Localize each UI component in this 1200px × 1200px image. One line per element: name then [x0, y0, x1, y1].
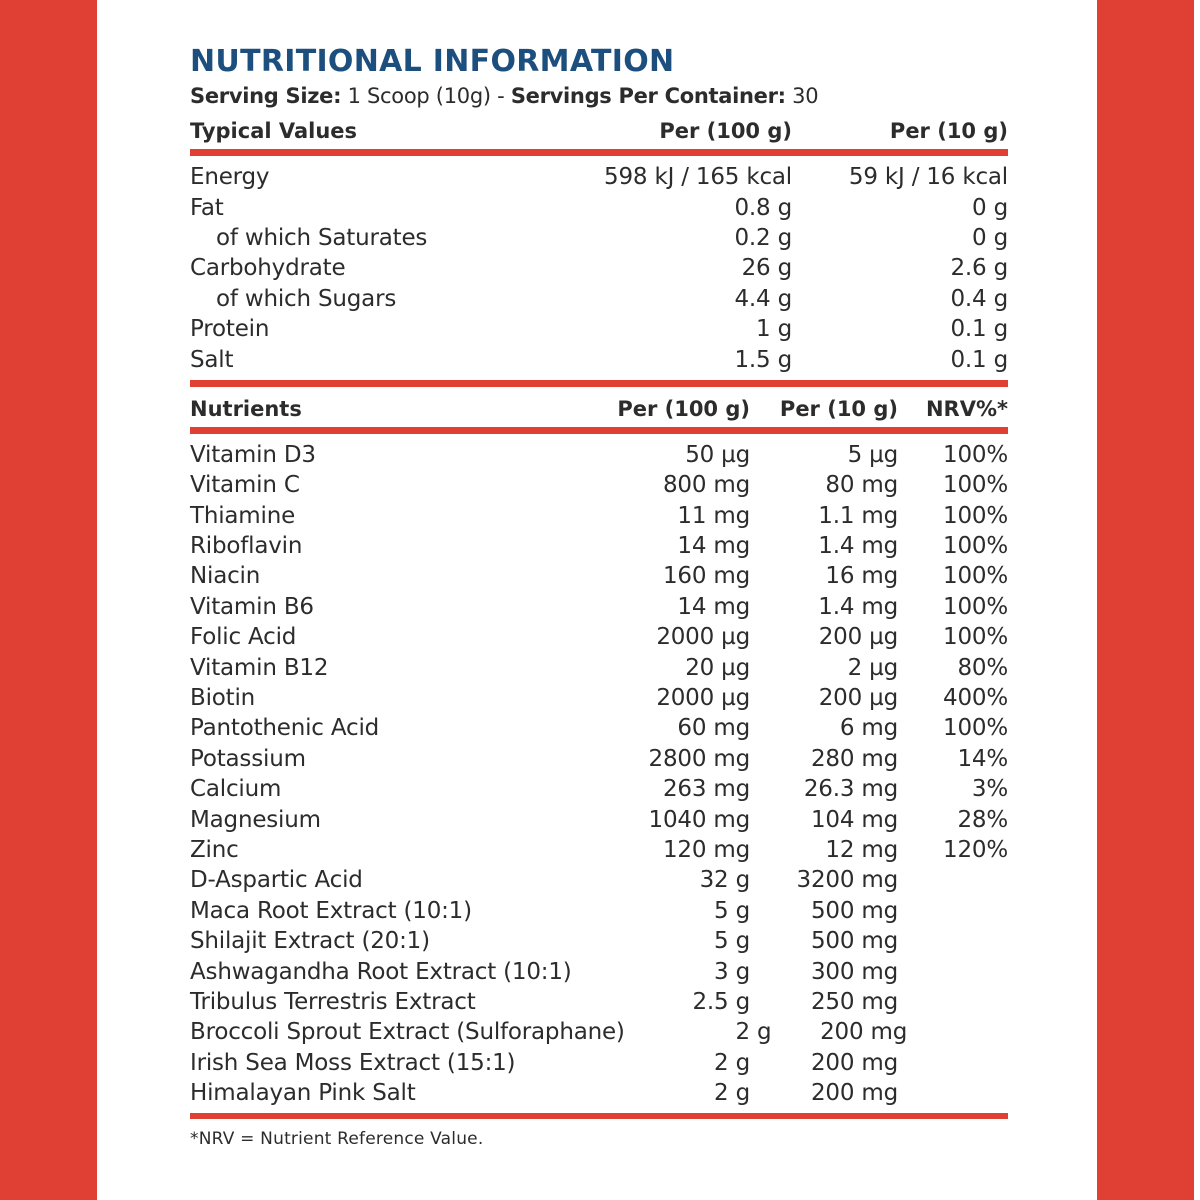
row-name: Thiamine: [190, 502, 296, 529]
row-per10: 280 mg: [810, 745, 898, 772]
row-per10: 2 µg: [847, 654, 898, 681]
row-name: Niacin: [190, 563, 261, 590]
row-per100: 0.8 g: [734, 194, 792, 221]
serving-size-value: 1 Scoop (10g): [347, 84, 491, 108]
row-per100: 2 g: [714, 1080, 750, 1107]
row-nrv: 80%: [957, 654, 1008, 681]
servings-per-container-value: 30: [792, 84, 819, 108]
red-divider: [190, 149, 1008, 156]
row-name: Calcium: [190, 776, 282, 803]
serving-separator: -: [497, 84, 505, 108]
nutrition-panel: [190, 44, 1008, 1149]
serving-info: [190, 82, 1008, 113]
table-row: [190, 284, 1008, 314]
row-name: D-Aspartic Acid: [190, 867, 363, 894]
row-per100: 14 mg: [677, 533, 750, 560]
row-per10: 0.4 g: [950, 285, 1008, 312]
table-row: [190, 926, 1008, 956]
row-per10: 12 mg: [825, 837, 898, 863]
table-row: [190, 987, 1008, 1017]
table-row: [190, 1078, 1008, 1108]
table-row: [190, 713, 1008, 743]
row-name: Vitamin B6: [190, 593, 314, 620]
row-per100: 2000 µg: [656, 685, 750, 712]
row-per10: 200 mg: [820, 1019, 908, 1046]
row-per100: 2 g: [714, 1049, 750, 1076]
row-per100: 3 g: [714, 958, 750, 985]
table-row: [190, 162, 1008, 192]
row-per100: 50 µg: [685, 441, 750, 468]
row-nrv: 100%: [943, 563, 1008, 590]
row-name: Salt: [190, 346, 234, 373]
row-name: Riboflavin: [190, 533, 303, 560]
table-row: [190, 470, 1008, 500]
row-name: Energy: [190, 164, 270, 191]
row-per100: 800 mg: [662, 472, 750, 499]
row-nrv: 100%: [943, 502, 1008, 529]
page-title: NUTRITIONAL INFORMATION: [190, 44, 675, 79]
row-per100: 598 kJ / 165 kcal: [604, 164, 792, 191]
row-name: Maca Root Extract (10:1): [190, 897, 472, 924]
table-row: [190, 440, 1008, 470]
row-per100: 5 g: [714, 928, 750, 955]
nutrients-header-per10: Per (10 g): [779, 396, 898, 421]
row-per100: 1040 mg: [648, 806, 750, 833]
row-per100: 1.5 g: [734, 346, 792, 373]
row-name: Ashwagandha Root Extract (10:1): [190, 958, 572, 985]
row-per10: 104 mg: [810, 806, 898, 833]
row-per10: 59 kJ / 16 kcal: [848, 164, 1008, 191]
row-nrv: 100%: [943, 593, 1008, 620]
row-name: of which Saturates: [216, 224, 428, 251]
row-name: Magnesium: [190, 806, 321, 833]
row-per100: 4.4 g: [734, 285, 792, 312]
row-per10: 26.3 mg: [803, 776, 898, 803]
row-name: Irish Sea Moss Extract (15:1): [190, 1049, 516, 1076]
row-per10: 300 mg: [810, 958, 898, 985]
table-row: [190, 501, 1008, 531]
red-divider: [190, 427, 1008, 434]
table-row: [190, 344, 1008, 374]
table-row: [190, 804, 1008, 834]
nutrients-header-name: Nutrients: [190, 396, 302, 421]
row-per10: 80 mg: [825, 472, 898, 499]
row-name: Carbohydrate: [190, 255, 346, 282]
table-row: [190, 192, 1008, 222]
row-per100: 2 g: [735, 1019, 772, 1046]
row-name: Zinc: [190, 837, 239, 863]
nutrients-header-per100: Per (100 g): [617, 396, 750, 421]
row-per10: 1.4 mg: [818, 533, 898, 560]
typical-values-header: [190, 113, 1008, 149]
row-per10: 0 g: [972, 194, 1008, 221]
row-per10: 200 µg: [818, 624, 898, 651]
table-row: [190, 622, 1008, 652]
row-per100: 26 g: [741, 255, 792, 282]
row-name: Pantothenic Acid: [190, 715, 380, 742]
table-row: [190, 652, 1008, 682]
table-row: [190, 314, 1008, 344]
row-per10: 0.1 g: [950, 316, 1008, 343]
row-per10: 500 mg: [810, 897, 898, 924]
table-row: [190, 744, 1008, 774]
row-per10: 6 mg: [839, 715, 898, 742]
right-red-border: [1097, 0, 1194, 1200]
left-red-border: [0, 0, 97, 1200]
row-name: Broccoli Sprout Extract (Sulforaphane): [190, 1019, 625, 1046]
table-row: [190, 956, 1008, 986]
row-name: Tribulus Terrestris Extract: [190, 988, 476, 1015]
typical-header-per100: Per (100 g): [659, 119, 792, 143]
typical-header-name: Typical Values: [190, 119, 358, 143]
row-name: Fat: [190, 194, 224, 221]
row-per100: 60 mg: [677, 715, 750, 742]
row-per10: 3200 mg: [796, 867, 898, 894]
row-nrv: 100%: [943, 533, 1008, 560]
row-nrv: 3%: [971, 776, 1008, 803]
row-per10: 1.4 mg: [818, 593, 898, 620]
row-per100: 0.2 g: [734, 224, 792, 251]
row-per10: 16 mg: [825, 563, 898, 590]
row-name: Shilajit Extract (20:1): [190, 928, 430, 955]
row-per100: 2000 µg: [656, 624, 750, 651]
table-row: [190, 592, 1008, 622]
row-per10: 0 g: [972, 224, 1008, 251]
nutrients-header: [190, 391, 1008, 427]
row-per100: 32 g: [699, 867, 750, 894]
row-per100: 263 mg: [662, 776, 750, 803]
row-per10: 200 µg: [818, 685, 898, 712]
row-per100: 11 mg: [677, 502, 750, 529]
row-nrv: 100%: [943, 472, 1008, 499]
table-row: [190, 835, 1008, 865]
row-per100: 160 mg: [662, 563, 750, 590]
nutrients-header-nrv: NRV%*: [925, 396, 1008, 421]
servings-per-container-label: Servings Per Container:: [510, 84, 786, 108]
typical-values-table: [190, 162, 1008, 375]
row-per100: 5 g: [714, 897, 750, 924]
row-nrv: 100%: [943, 441, 1008, 468]
row-nrv: 120%: [943, 837, 1008, 863]
row-per100: 20 µg: [685, 654, 750, 681]
row-nrv: 400%: [943, 685, 1008, 712]
row-per10: 5 µg: [847, 441, 898, 468]
table-row: [190, 896, 1008, 926]
row-nrv: 28%: [957, 806, 1008, 833]
row-name: Potassium: [190, 745, 306, 772]
row-per10: 2.6 g: [950, 255, 1008, 282]
row-name: Folic Acid: [190, 624, 297, 651]
row-per10: 200 mg: [810, 1080, 898, 1107]
row-per100: 2.5 g: [692, 988, 750, 1015]
row-per100: 120 mg: [662, 837, 750, 863]
table-row: [190, 223, 1008, 253]
row-per10: 1.1 mg: [818, 502, 898, 529]
table-row: [190, 865, 1008, 895]
row-per10: 0.1 g: [950, 346, 1008, 373]
nutrients-table: [190, 440, 1008, 1109]
table-row: [190, 774, 1008, 804]
red-divider: [190, 1113, 1008, 1119]
red-divider: [190, 380, 1008, 387]
row-name: Himalayan Pink Salt: [190, 1080, 416, 1107]
row-per10: 250 mg: [810, 988, 898, 1015]
table-row: [190, 561, 1008, 591]
table-row: [190, 683, 1008, 713]
typical-header-per10: Per (10 g): [889, 119, 1008, 143]
row-per100: 1 g: [756, 316, 792, 343]
row-name: Protein: [190, 316, 270, 343]
row-per100: 14 mg: [677, 593, 750, 620]
row-per10: 500 mg: [810, 928, 898, 955]
row-nrv: 100%: [943, 624, 1008, 651]
row-nrv: 14%: [957, 745, 1008, 772]
row-name: Vitamin D3: [190, 441, 316, 468]
row-name: of which Sugars: [216, 285, 397, 312]
row-name: Vitamin C: [190, 472, 300, 499]
row-per10: 200 mg: [810, 1049, 898, 1076]
table-row: [190, 531, 1008, 561]
row-per100: 2800 mg: [648, 745, 750, 772]
row-name: Biotin: [190, 685, 256, 712]
table-row: [190, 253, 1008, 283]
row-nrv: 100%: [943, 715, 1008, 742]
table-row: [190, 1048, 1008, 1078]
serving-size-label: Serving Size:: [190, 84, 342, 108]
table-row: [190, 1017, 1008, 1047]
row-name: Vitamin B12: [190, 654, 329, 681]
footnote: *NRV = Nutrient Reference Value.: [190, 1129, 484, 1150]
